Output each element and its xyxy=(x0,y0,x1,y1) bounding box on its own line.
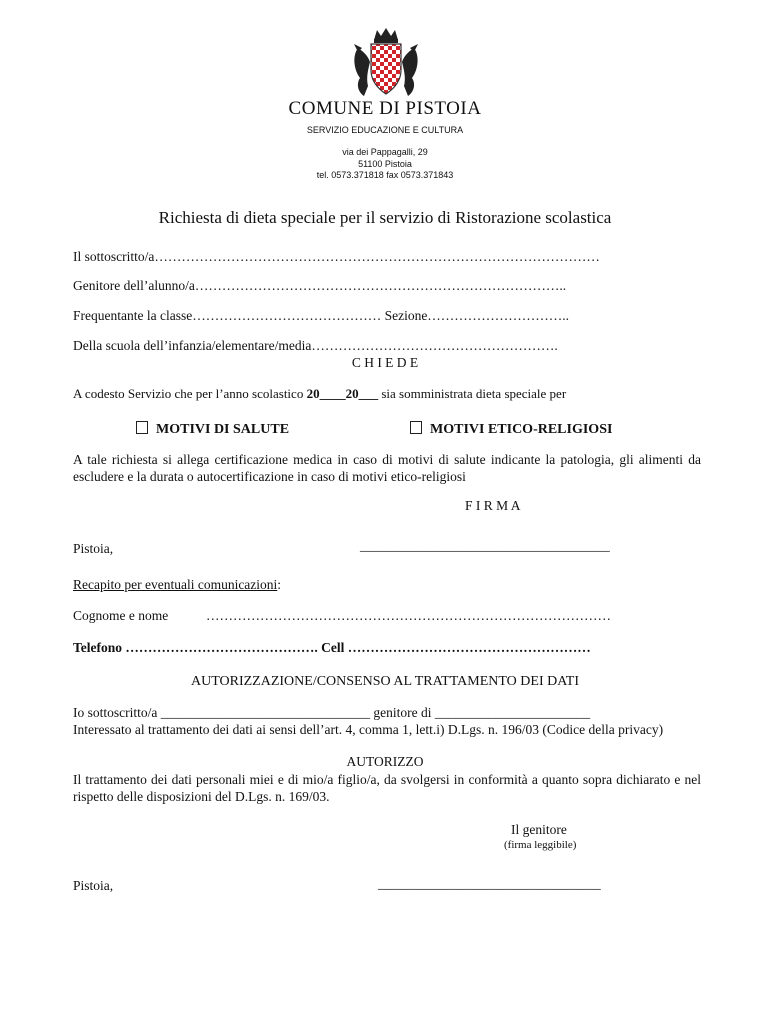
health-checkbox[interactable] xyxy=(136,421,148,434)
attach-note: A tale richiesta si allega certificazione medica in caso di motivi di salute indicante la patologia, gli alimenti da escludere e la durata o autocertificazione in caso di motivi etico-religiosi xyxy=(73,452,701,484)
chiede-heading: C H I E D E xyxy=(351,355,419,370)
request-suffix: sia somministrata dieta speciale per xyxy=(378,386,567,401)
municipality-title: COMUNE DI PISTOIA xyxy=(288,98,482,119)
consent-text-2: Il trattamento dei dati personali miei e di mio/a figlio/a, da svolgersi in conformità a quanto sopra dichiarato e nel rispetto delle disposizioni del D.Lgs. n. 169/03. xyxy=(73,772,701,804)
consent-sottoscritto-line[interactable]: Io sottoscritto/a _______________________________ genitore di _______________________ xyxy=(73,705,591,720)
option-health-label: MOTIVI DI SALUTE xyxy=(156,422,290,437)
option-health[interactable] xyxy=(136,421,289,438)
contacts: tel. 0573.371818 fax 0573.371843 xyxy=(316,170,454,180)
consent-title: AUTORIZZAZIONE/CONSENSO AL TRATTAMENTO DEI DATI xyxy=(190,674,579,689)
sottoscritto-field[interactable]: Il sottoscritto/a……………………………………………………………………………………… xyxy=(73,249,600,264)
recapito-colon: : xyxy=(277,577,282,592)
cognome-field[interactable]: ……………………………………………………………………………… xyxy=(206,608,611,623)
coat-of-arms-logo xyxy=(344,26,428,98)
option-ethic[interactable] xyxy=(410,421,612,438)
firma-heading: F I R M A xyxy=(465,498,521,513)
firma-leggibile-label: (firma leggibile) xyxy=(504,839,577,851)
telefono-cell-field[interactable]: Telefono ……………………………………. Cell ……………………………………………… xyxy=(73,640,591,655)
classe-sezione-field[interactable]: Frequentante la classe…………………………………… Sezione………………………….. xyxy=(73,308,570,323)
genitore-field[interactable]: Genitore dell’alunno/a……………………………………………………………………….. xyxy=(73,278,567,293)
consent-place-label: Pistoia, xyxy=(73,878,114,893)
scuola-field[interactable]: Della scuola dell’infanzia/elementare/media………………………………………………. xyxy=(73,338,558,353)
place-label: Pistoia, xyxy=(73,541,114,556)
form-title: Richiesta di dieta speciale per il servizio di Ristorazione scolastica xyxy=(158,208,612,227)
school-year-request xyxy=(73,386,566,402)
genitore-label: Il genitore xyxy=(511,822,567,837)
address-street: via dei Pappagalli, 29 xyxy=(342,147,428,157)
signature-line[interactable]: _____________________________________ xyxy=(360,538,610,553)
autorizzo-heading: AUTORIZZO xyxy=(346,754,424,769)
service-name: SERVIZIO EDUCAZIONE E CULTURA xyxy=(306,125,464,135)
consent-signature-line[interactable]: _________________________________ xyxy=(378,876,601,891)
cognome-label: Cognome e nome xyxy=(73,608,169,623)
school-year-field[interactable]: 20____20___ xyxy=(306,386,379,401)
consent-text-1: Interessato al trattamento dei dati ai sensi dell’art. 4, comma 1, lett.i) D.Lgs. n. 196/03 (Codice della privacy) xyxy=(73,722,664,737)
recapito-label: Recapito per eventuali comunicazioni xyxy=(73,577,278,592)
request-prefix: A codesto Servizio che per l’anno scolastico xyxy=(73,386,307,401)
ethic-checkbox[interactable] xyxy=(410,421,422,434)
option-ethic-label: MOTIVI ETICO-RELIGIOSI xyxy=(430,422,613,437)
recapito-heading xyxy=(73,577,281,593)
address-city: 51100 Pistoia xyxy=(358,159,412,169)
